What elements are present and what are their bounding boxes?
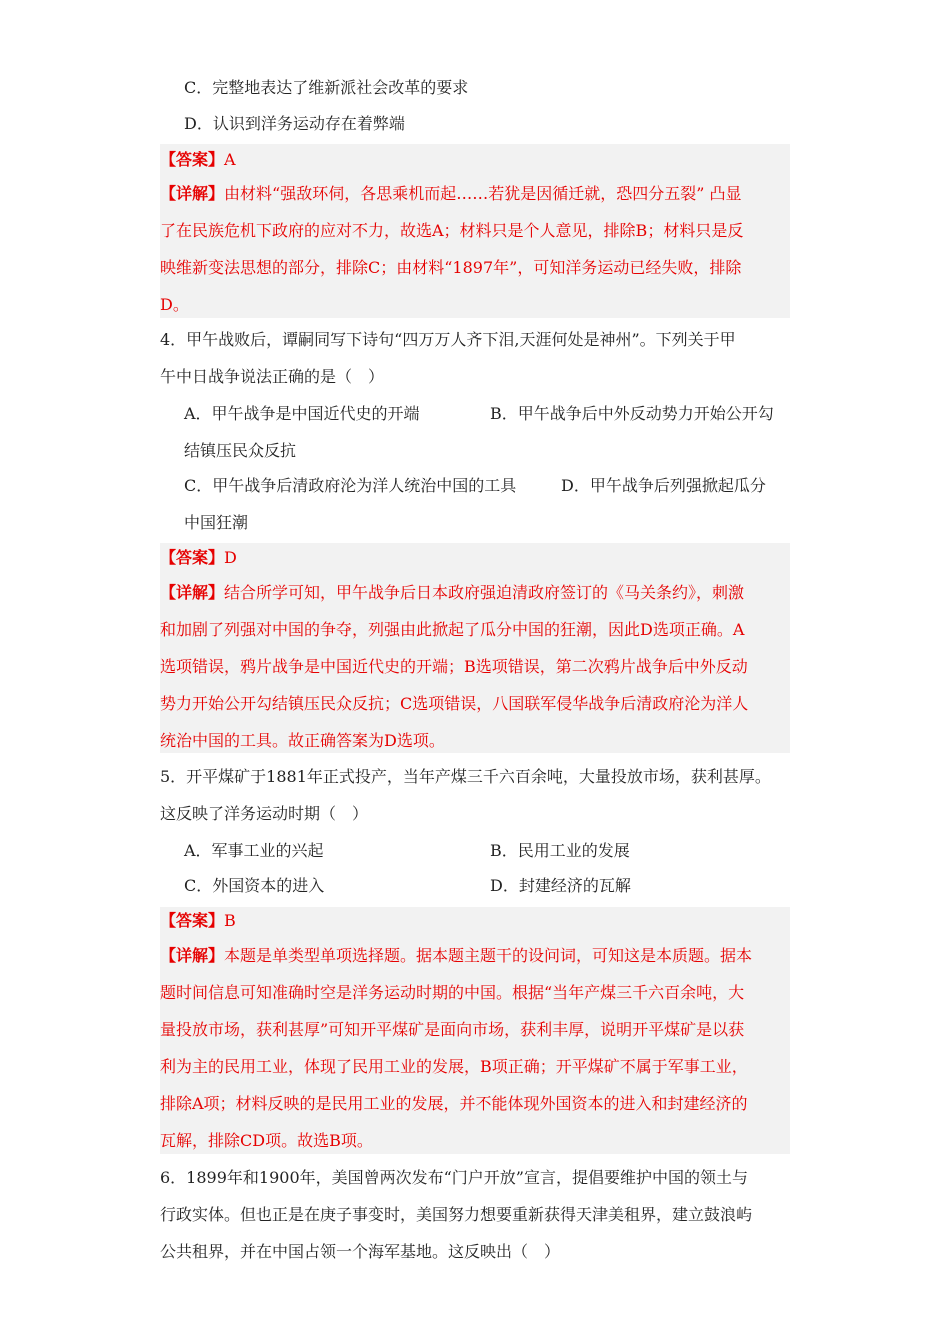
q3-option-d: D．认识到洋务运动存在着弊端 (184, 114, 405, 133)
q4-explain-line-3: 选项错误，鸦片战争是中国近代史的开端；B选项错误，第二次鸦片战争后中外反动 (160, 657, 748, 676)
q4-explain-line-5: 统治中国的工具。故正确答案为D选项。 (160, 731, 445, 750)
q3-explain-line-4: D。 (160, 295, 189, 314)
q5-stem-line-2: 这反映了洋务运动时期（ ） (160, 804, 369, 823)
q6-stem-line-1: 6．1899年和1900年，美国曾两次发布“门户开放”宣言，提倡要维护中国的领土与 (160, 1168, 748, 1187)
q4-stem-line-2: 午中日战争说法正确的是（ ） (160, 367, 385, 386)
q3-explain-line-1: 【详解】由材料“强敌环伺，各思乘机而起……若犹是因循迁就，恐四分五裂” 凸显 (160, 184, 742, 203)
q4-option-c: C．甲午战争后清政府沦为洋人统治中国的工具 (184, 476, 517, 495)
q4-explain-tag: 【详解】 (160, 583, 225, 602)
q5-explain-line-6: 瓦解，排除CD项。故选B项。 (160, 1131, 373, 1150)
q4-explain-line-1: 【详解】结合所学可知，甲午战争后日本政府强迫清政府签订的《马关条约》，刺激 (160, 583, 745, 602)
q5-explain-line-4: 利为主的民用工业，体现了民用工业的发展，B项正确；开平煤矿不属于军事工业， (160, 1057, 748, 1076)
q3-answer-tag: 【答案】 (160, 150, 225, 169)
q5-answer-line (160, 911, 790, 931)
q3-answer-value: A (224, 150, 236, 169)
q5-answer-value: B (224, 911, 236, 930)
q4-answer-tag: 【答案】 (160, 548, 225, 567)
q4-answer-value: D (224, 548, 237, 567)
q3-explain-line-2: 了在民族危机下政府的应对不力，故选A；材料只是个人意见，排除B；材料只是反 (160, 221, 744, 240)
q4-explain-line-2: 和加剧了列强对中国的争夺，列强由此掀起了瓜分中国的狂潮，因此D选项正确。A (160, 620, 745, 639)
q5-explain-line-3: 量投放市场，获利甚厚”可知开平煤矿是面向市场，获利丰厚，说明开平煤矿是以获 (160, 1020, 745, 1039)
q3-explain-line-3: 映维新变法思想的部分，排除C；由材料“1897年”，可知洋务运动已经失败，排除 (160, 258, 742, 277)
q4-option-a: A．甲午战争是中国近代史的开端 (184, 404, 420, 423)
q4-option-b-cont: 结镇压民众反抗 (184, 441, 297, 460)
q4-answer-block (160, 543, 790, 753)
q5-stem-line-1: 5．开平煤矿于1881年正式投产，当年产煤三千六百余吨，大量投放市场，获利甚厚。 (160, 767, 771, 786)
q5-explain-line-1: 【详解】本题是单类型单项选择题。据本题主题干的设问词，可知这是本质题。据本 (160, 946, 753, 965)
q4-option-d: D．甲午战争后列强掀起瓜分 (561, 476, 766, 495)
q5-option-c: C．外国资本的进入 (184, 876, 325, 895)
q4-option-d-cont: 中国狂潮 (184, 513, 249, 532)
q6-stem-line-2: 行政实体。但也正是在庚子事变时，美国努力想要重新获得天津美租界，建立鼓浪屿 (160, 1205, 753, 1224)
q3-explain-tag: 【详解】 (160, 184, 225, 203)
q4-explain-line-4: 势力开始公开勾结镇压民众反抗；C选项错误，八国联军侵华战争后清政府沦为洋人 (160, 694, 749, 713)
q6-stem-line-3: 公共租界，并在中国占领一个海军基地。这反映出（ ） (160, 1242, 561, 1261)
q5-explain-line-5: 排除A项；材料反映的是民用工业的发展，并不能体现外国资本的进入和封建经济的 (160, 1094, 748, 1113)
q5-answer-tag: 【答案】 (160, 911, 225, 930)
q4-option-b: B．甲午战争后中外反动势力开始公开勾 (490, 404, 774, 423)
q5-option-a: A．军事工业的兴起 (184, 841, 324, 860)
q3-answer-block (160, 144, 790, 318)
q5-explain-tag: 【详解】 (160, 946, 225, 965)
q3-option-c: C．完整地表达了维新派社会改革的要求 (184, 78, 469, 97)
q5-option-b: B．民用工业的发展 (490, 841, 630, 860)
q5-explain-line-2: 题时间信息可知准确时空是洋务运动时期的中国。根据“当年产煤三千六百余吨，大 (160, 983, 745, 1002)
q5-answer-block (160, 907, 790, 1154)
q4-answer-line (160, 548, 790, 568)
q5-option-d: D．封建经济的瓦解 (490, 876, 631, 895)
q4-stem-line-1: 4．甲午战败后，谭嗣同写下诗句“四万万人齐下泪,天涯何处是神州”。下列关于甲 (160, 330, 736, 349)
q3-answer-line (160, 150, 790, 170)
